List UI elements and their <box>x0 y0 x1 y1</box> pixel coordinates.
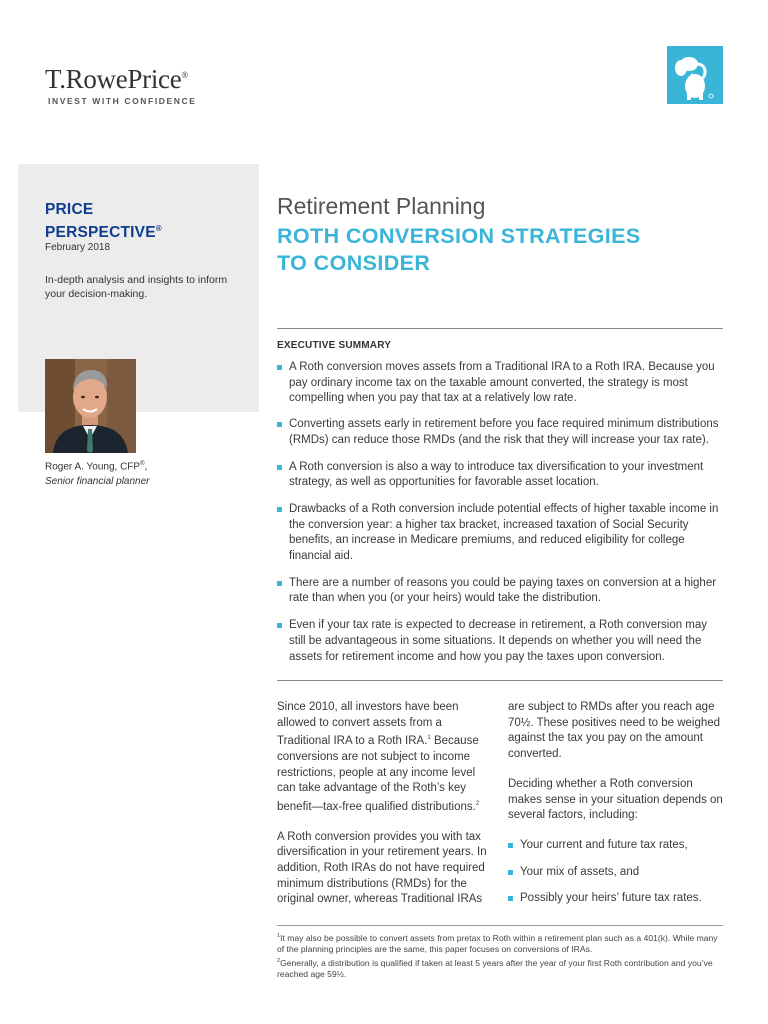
bullet-square-icon <box>508 843 513 848</box>
bullet-square-icon <box>277 581 282 586</box>
summary-bullet: Converting assets early in retirement before you face required minimum distributions (RMDs) can reduce those RMDs (and the risk that they will increase your tax rate). <box>277 417 723 448</box>
series-title-line1: PRICE <box>45 201 94 218</box>
bullet-square-icon <box>277 623 282 628</box>
bullet-square-icon <box>277 365 282 370</box>
summary-bullet: A Roth conversion is also a way to introduce tax diversification to your investment strategy, as well as opportunities for favorable asset location. <box>277 460 723 491</box>
summary-bullet: Drawbacks of a Roth conversion include potential effects of higher taxable income in the conversion year: a higher tax bracket, increased taxation of Social Security benefits, an increase in Medicare premiums, and reduced eligibility for college financial aid. <box>277 502 723 565</box>
factor-item: Your mix of assets, and <box>508 865 723 881</box>
executive-summary-title: EXECUTIVE SUMMARY <box>277 340 392 351</box>
ram-logo-icon <box>667 46 723 104</box>
bullet-square-icon <box>277 465 282 470</box>
body-paragraph: A Roth conversion provides you with tax diversification in your retirement years. In addition, Roth IRAs do not have required minimum distributions (RMDs) for the original owner, whereas Traditional IRAs <box>277 830 487 906</box>
headline-line1: ROTH CONVERSION STRATEGIES <box>277 224 641 248</box>
factor-item: Your current and future tax rates, <box>508 838 723 854</box>
article-headline <box>277 223 717 277</box>
bullet-square-icon <box>508 870 513 875</box>
factor-item: Possibly your heirs’ future tax rates. <box>508 891 723 907</box>
author-role: Senior financial planner <box>45 476 150 487</box>
publication-date: February 2018 <box>45 242 111 253</box>
footnote: $^1$It may also be possible to convert assets from pretax to Roth within a retirement plan such as a 401(k). While many of the planning principles are the same, this paper focuses on conversions of IRAs. <box>277 932 718 955</box>
company-logo <box>45 64 188 95</box>
footnote: $^2$Generally, a distribution is qualified if taken at least 5 years after the year of your first Roth contribution and you’ve reached age 59½. <box>277 957 713 980</box>
series-description: In-depth analysis and insights to inform your decision-making. <box>45 274 228 300</box>
author-name: Roger A. Young, CFP®, <box>45 461 148 473</box>
divider <box>277 680 723 681</box>
executive-summary-list <box>277 360 723 665</box>
author-photo <box>45 359 136 453</box>
summary-bullet: There are a number of reasons you could be paying taxes on conversion at a higher rate than when you (or your heirs) would take the distribution. <box>277 576 723 607</box>
body-paragraph: Deciding whether a Roth conversion makes sense in your situation depends on several factors, including: <box>508 777 723 822</box>
body-paragraph: Since 2010, all investors have been allowed to convert assets from a Traditional IRA to a Roth IRA.$^1$ Because conversions are not subject to income restrictions, people at any income level can take advantage of the Roth’s key benefit—tax-free qualified distributions.$^2$ <box>277 701 480 813</box>
bullet-square-icon <box>277 507 282 512</box>
logo-tagline: INVEST WITH CONFIDENCE <box>48 96 197 106</box>
body-column-left <box>277 700 495 908</box>
series-title <box>45 200 162 242</box>
section-title: Retirement Planning <box>277 193 486 219</box>
body-paragraph: are subject to RMDs after you reach age 70½. These positives need to be weighed against the tax you pay on the amount converted. <box>508 701 721 761</box>
footnote-divider <box>277 925 723 926</box>
headline-line2: TO CONSIDER <box>277 251 431 275</box>
divider <box>277 328 723 329</box>
factors-list <box>508 838 723 907</box>
bullet-square-icon <box>277 422 282 427</box>
series-title-line2: PERSPECTIVE® <box>45 224 162 242</box>
body-column-right <box>508 700 723 907</box>
logo-name: T.RowePrice <box>45 64 182 94</box>
logo-registered-mark: ® <box>181 70 188 80</box>
bullet-square-icon <box>508 896 513 901</box>
summary-bullet: Even if your tax rate is expected to decrease in retirement, a Roth conversion may still be advantageous in some situations. It depends on whether you will need the assets for retirement income and how you pay the taxes upon conversion. <box>277 618 723 665</box>
summary-bullet: A Roth conversion moves assets from a Traditional IRA to a Roth IRA. Because you pay ordinary income tax on the taxable amount converted, the strategy is most compelling when you pay that tax at a relatively low rate. <box>277 360 723 407</box>
